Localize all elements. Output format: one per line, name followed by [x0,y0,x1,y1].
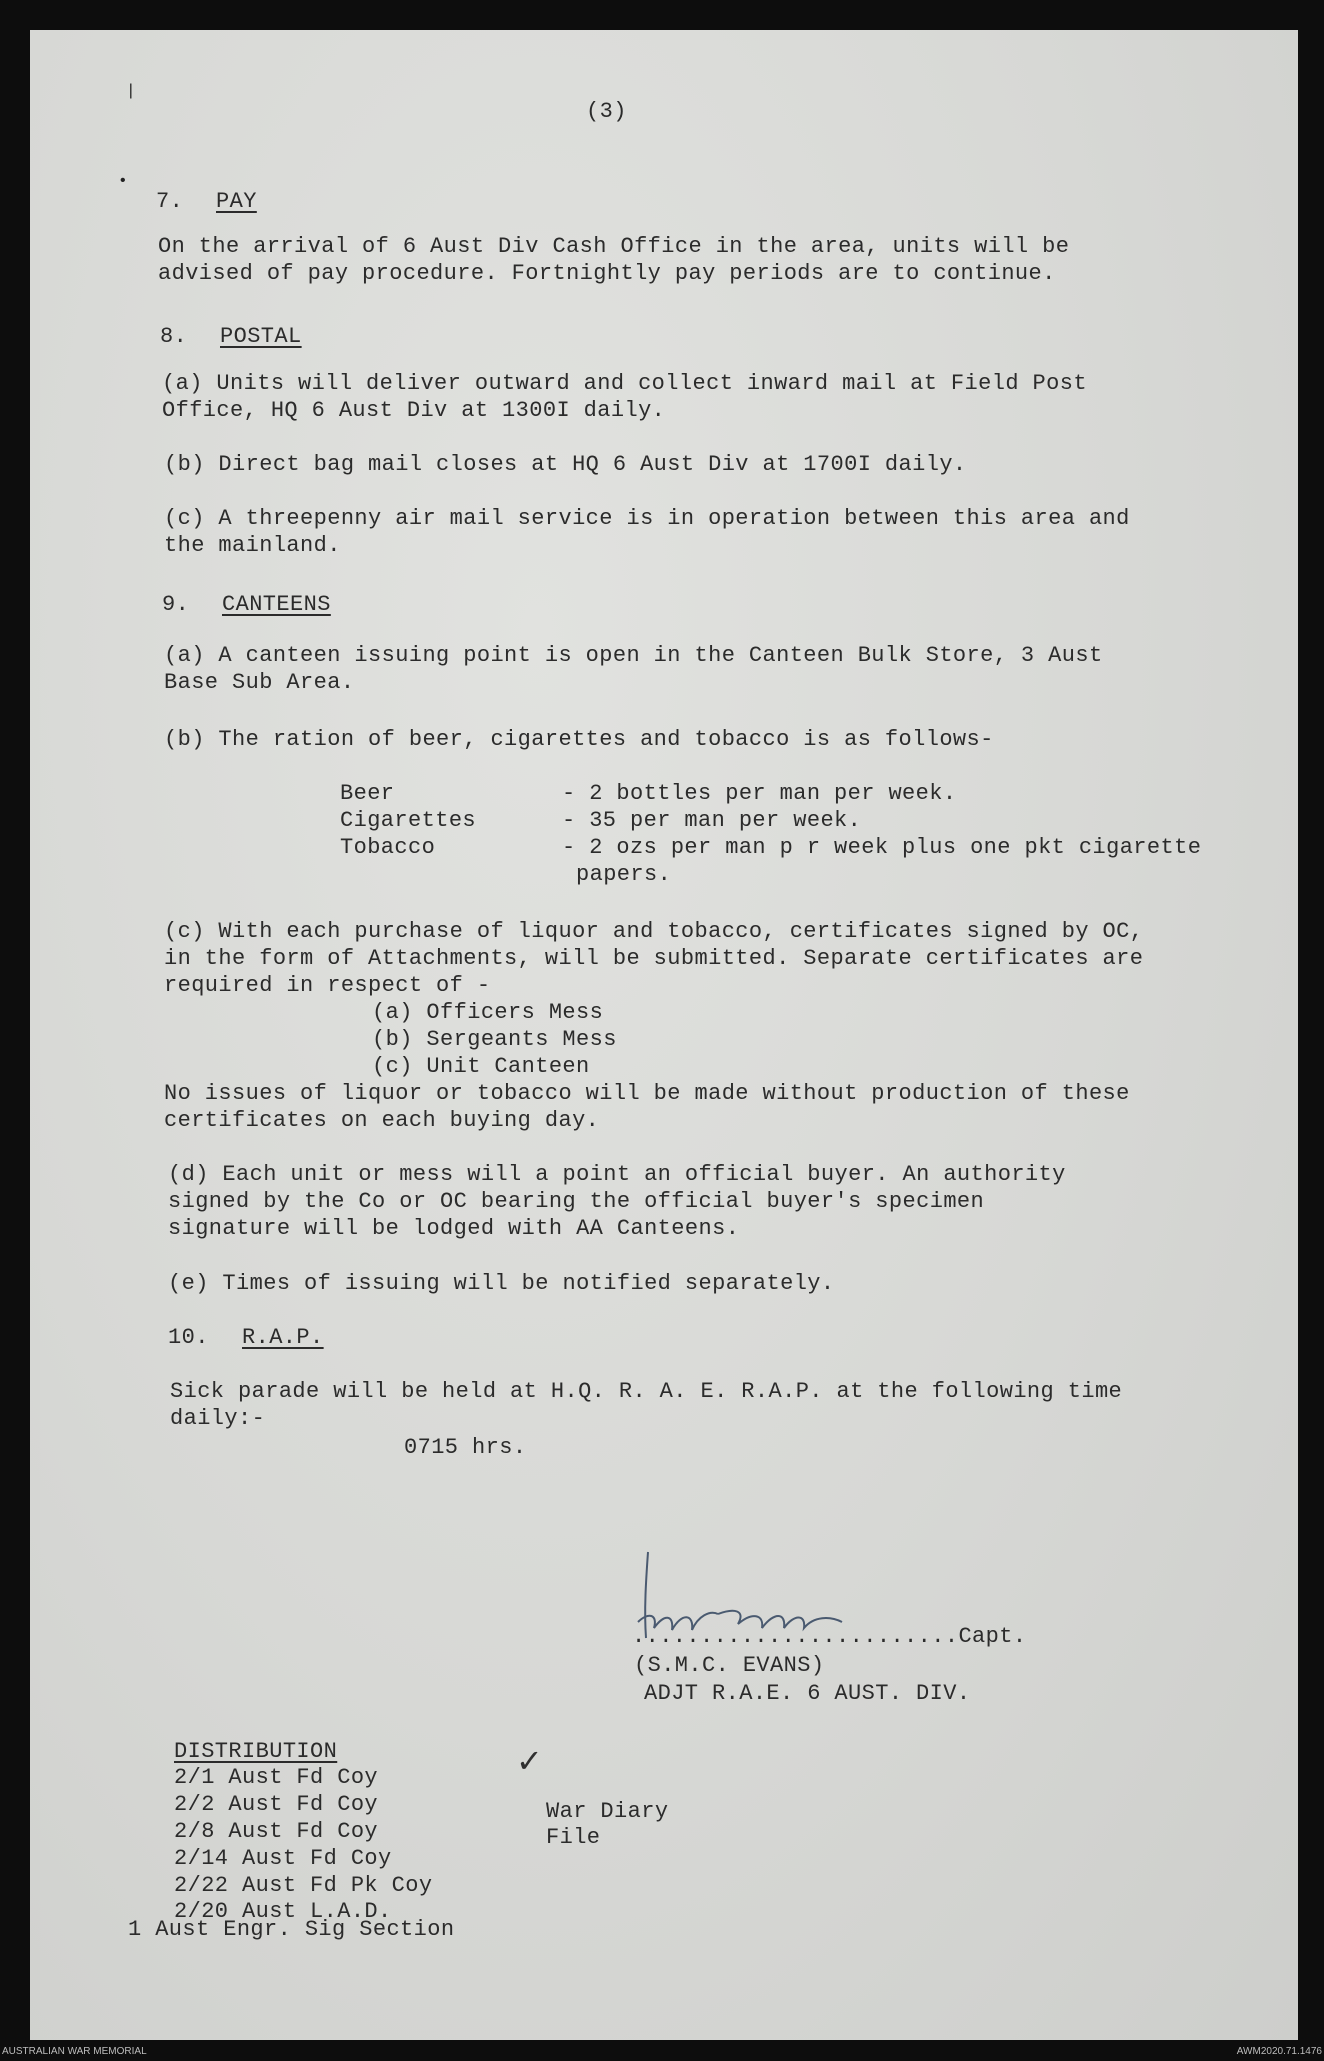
section-number-rap: 10. [168,1325,209,1350]
rap-time: 0715 hrs. [404,1435,527,1460]
distribution-heading: DISTRIBUTION [174,1739,338,1764]
distribution-item: 2/14 Aust Fd Coy [174,1846,392,1871]
canteens-a-line-1: (a) A canteen issuing point is open in the Canteen Bulk Store, 3 Aust [164,643,1103,668]
page-number: (3) [586,99,627,124]
section-heading-rap: R.A.P. [242,1325,324,1350]
section-number-postal: 8. [160,324,188,349]
canteens-d-line-3: signature will be lodged with AA Canteens. [168,1216,740,1241]
distribution-item: 2/20 Aust L.A.D. [174,1899,392,1924]
section-heading-pay: PAY [216,189,257,214]
canteens-b-line-1: (b) The ration of beer, cigarettes and tobacco is as follows- [164,727,994,752]
rap-line-2: daily:- [170,1406,266,1431]
postal-a-line-2: Office, HQ 6 Aust Div at 1300I daily. [162,398,666,423]
canteens-e-line-1: (e) Times of issuing will be notified separately. [168,1271,835,1296]
ration-amount-tobacco: - 2 ozs per man p r week plus one pkt cigarette [562,835,1202,860]
margin-mark: • [118,172,128,190]
ration-amount-tobacco-cont: papers. [576,862,672,887]
canteens-c-list-3: (c) Unit Canteen [372,1054,590,1079]
footer-archive-name: AUSTRALIAN WAR MEMORIAL [2,2046,147,2057]
distribution-item: 2/1 Aust Fd Coy [174,1765,379,1790]
section-heading-postal: POSTAL [220,324,302,349]
distribution-item: 2/2 Aust Fd Coy [174,1792,379,1817]
section-number-canteens: 9. [162,592,190,617]
ration-amount-cigarettes: - 35 per man per week. [562,808,862,833]
pay-line-2: advised of pay procedure. Fortnightly pay periods are to continue. [158,261,1056,286]
canteens-c-after-1: No issues of liquor or tobacco will be made without production of these [164,1081,1130,1106]
distribution-other: War Diary [546,1799,669,1824]
signatory-title: ADJT R.A.E. 6 AUST. DIV. [644,1681,971,1706]
ration-amount-beer: - 2 bottles per man per week. [562,781,957,806]
ration-item-cigarettes: Cigarettes [340,808,477,833]
postal-c-line-1: (c) A threepenny air mail service is in operation between this area and [164,506,1130,531]
check-mark-icon: ✓ [516,1743,543,1779]
postal-a-line-1: (a) Units will deliver outward and collect inward mail at Field Post [162,371,1087,396]
signatory-name: (S.M.C. EVANS) [634,1653,825,1678]
pay-line-1: On the arrival of 6 Aust Div Cash Office in the area, units will be [158,234,1070,259]
postal-b-line-1: (b) Direct bag mail closes at HQ 6 Aust Div at 1700I daily. [164,452,967,477]
distribution-item: 2/8 Aust Fd Coy [174,1819,379,1844]
ration-item-tobacco: Tobacco [340,835,436,860]
canteens-c-line-2: in the form of Attachments, will be submitted. Separate certificates are [164,946,1144,971]
canteens-d-line-2: signed by the Co or OC bearing the official buyer's specimen [168,1189,985,1214]
distribution-other: File [546,1825,601,1850]
canteens-a-line-2: Base Sub Area. [164,670,355,695]
distribution-item: 1 Aust Engr. Sig Section [128,1917,455,1942]
canteens-c-after-2: certificates on each buying day. [164,1108,600,1133]
section-number-pay: 7. [156,189,184,214]
canteens-c-list-1: (a) Officers Mess [372,1000,604,1025]
footer-reference-number: AWM2020.71.1476 [1236,2046,1322,2057]
document-page [30,30,1298,2040]
distribution-item: 2/22 Aust Fd Pk Coy [174,1873,433,1898]
signature-line: ........................Capt. [632,1624,1027,1649]
canteens-c-line-3: required in respect of - [164,973,491,998]
canteens-d-line-1: (d) Each unit or mess will a point an official buyer. An authority [168,1162,1066,1187]
ration-item-beer: Beer [340,781,395,806]
canteens-c-list-2: (b) Sergeants Mess [372,1027,617,1052]
canteens-c-line-1: (c) With each purchase of liquor and tobacco, certificates signed by OC, [164,919,1144,944]
rap-line-1: Sick parade will be held at H.Q. R. A. E. R.A.P. at the following time [170,1379,1123,1404]
margin-mark: | [126,82,136,100]
postal-c-line-2: the mainland. [164,533,341,558]
section-heading-canteens: CANTEENS [222,592,331,617]
